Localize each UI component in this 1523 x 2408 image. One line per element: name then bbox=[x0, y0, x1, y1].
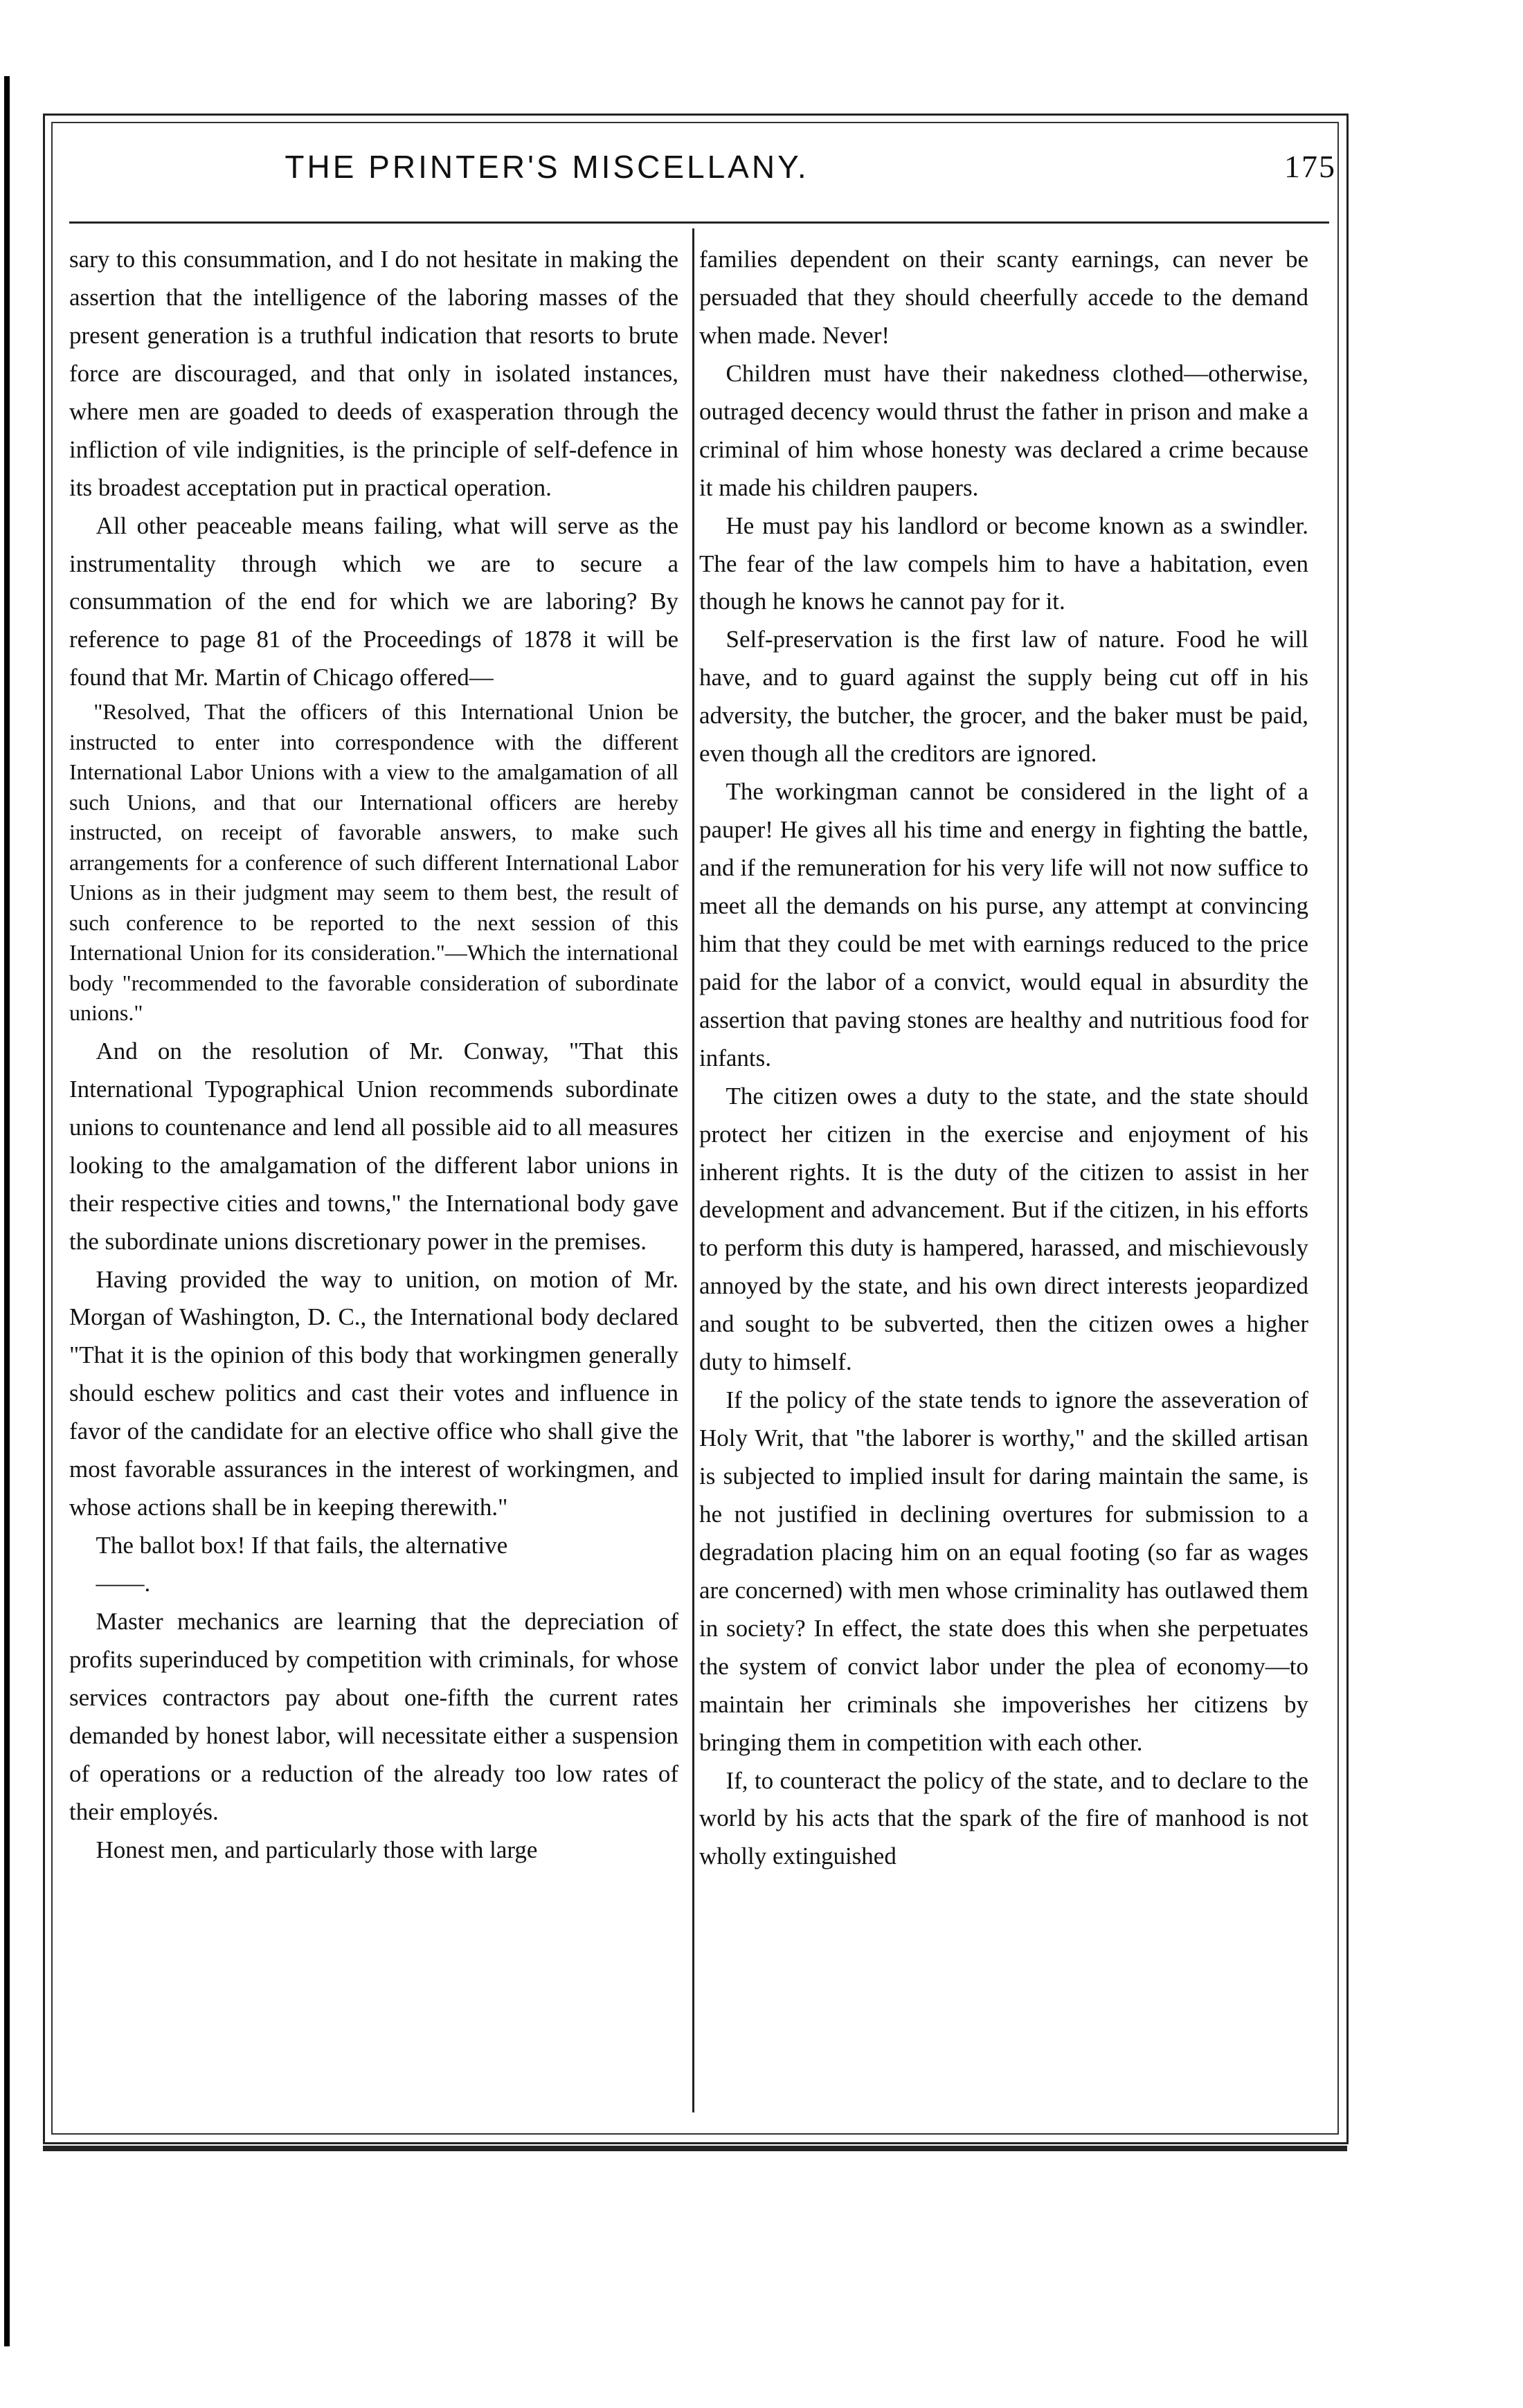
paragraph: The citizen owes a duty to the state, and the state should protect her citizen in the exercise and enjoyment of his inherent rights. It is the duty of the citizen to assist in her development and advancement. But if the citizen, in his efforts to perform this duty is hampered, harassed, and mischievously annoyed by the state, and his own direct interests jeopardized and sought to be subverted, then the citizen owes a higher duty to himself. bbox=[699, 1082, 1308, 1376]
paragraph: He must pay his landlord or become known as a swindler. The fear of the law compels him to have a habitation, even though he knows he cannot pay for it. bbox=[699, 512, 1308, 615]
page-number: 175 bbox=[1284, 149, 1336, 184]
resolution-quote: "Resolved, That the officers of this International Union be instructed to enter into correspondence with the different International Labor Unions with a view to the amalgamation of all such Unions, and that our International officers are hereby instructed, on receipt of favorable answers, to make such arrangements for a conference of such different International Labor Unions as in their judgment may seem to them best, the result of such conference to be reported to the next session of this International Union for its consideration."—Which the international body "recommended to the favorable consideration of subordinate unions." bbox=[69, 699, 678, 1026]
paragraph: The workingman cannot be considered in the light of a pauper! He gives all his time and energy in fighting the battle, and if the remuneration for his very life will not now suffice to meet all the demands on his purse, any attempt at convincing him that they could be met with earnings reduced to the price paid for the labor of a convict, would equal in absurdity the assertion that paving stones are healthy and nutritious food for infants. bbox=[699, 778, 1308, 1071]
paragraph: If the policy of the state tends to ignore the asseveration of Holy Writ, that "the laborer is worthy," and the skilled artisan is subjected to implied insult for daring maintain the same, is he not justified in declining overtures for submission to a degradation placing him on an equal footing (so far as wages are concerned) with men whose criminality has outlawed them in society? In effect, the state does this when she perpetuates the system of convict labor under the plea of economy—to maintain her criminals she impoverishes her citizens by bringing them in competition with each other. bbox=[699, 1386, 1308, 1756]
page-edge-bar bbox=[4, 76, 10, 2346]
paragraph: Honest men, and particularly those with large bbox=[96, 1836, 538, 1863]
paragraph: All other peaceable means failing, what will serve as the instrumentality through which we are to secure a consummation of the end for which we are laboring? By reference to page 81 of the Proceedings of 1878 it will be found that Mr. Martin of Chicago offered— bbox=[69, 512, 678, 691]
paragraph: And on the resolution of Mr. Conway, "That this International Typographical Union recommends subordinate unions to countenance and lend all possible aid to all measures looking to the amalgamation of the different labor unions in their respective cities and towns," the International body gave the subordinate unions discretionary power in the premises. bbox=[69, 1037, 678, 1255]
paragraph: Master mechanics are learning that the depreciation of profits superinduced by competition with criminals, for whose services contractors pay about one-fifth the current rates demanded by honest labor, will necessitate either a suspension of operations or a reduction of the already too low rates of their employés. bbox=[69, 1607, 678, 1825]
page-frame-bottom-rule bbox=[43, 2146, 1347, 2151]
left-column bbox=[69, 241, 678, 1870]
paragraph-dash: ——. bbox=[96, 1570, 151, 1597]
right-column bbox=[699, 241, 1308, 1876]
paragraph: If, to counteract the policy of the state, and to declare to the world by his acts that the spark of the fire of manhood is not wholly extinguished bbox=[699, 1766, 1308, 1870]
paragraph: families dependent on their scanty earnings, can never be persuaded that they should cheerfully accede to the demand when made. Never! bbox=[699, 246, 1308, 349]
paragraph: Children must have their nakedness clothed—otherwise, outraged decency would thrust the father in prison and make a criminal of him whose honesty was declared a crime because it made his children paupers. bbox=[699, 359, 1308, 501]
paragraph: Having provided the way to unition, on motion of Mr. Morgan of Washington, D. C., the International body declared "That it is the opinion of this body that workingmen generally should eschew politics and cast their votes and influence in favor of the candidate for an elective office who shall give the most favorable assurances in the interest of workingmen, and whose actions shall be in keeping therewith." bbox=[69, 1265, 678, 1521]
page-title: THE PRINTER'S MISCELLANY. bbox=[285, 149, 809, 185]
running-header bbox=[62, 148, 1336, 197]
paragraph: The ballot box! If that fails, the alternative bbox=[96, 1532, 508, 1559]
paragraph: Self-preservation is the first law of nature. Food he will have, and to guard against the supply being cut off in his adversity, the butcher, the grocer, and the baker must be paid, even though all the creditors are ignored. bbox=[699, 626, 1308, 768]
column-divider bbox=[692, 228, 694, 2112]
paragraph: sary to this consummation, and I do not hesitate in making the assertion that the intelligence of the laboring masses of the present generation is a truthful indication that resorts to brute force are discouraged, and that only in isolated instances, where men are goaded to deeds of exasperation through the infliction of vile indignities, is the principle of self-defence in its broadest acceptation put in practical operation. bbox=[69, 246, 678, 501]
header-rule bbox=[69, 221, 1329, 224]
